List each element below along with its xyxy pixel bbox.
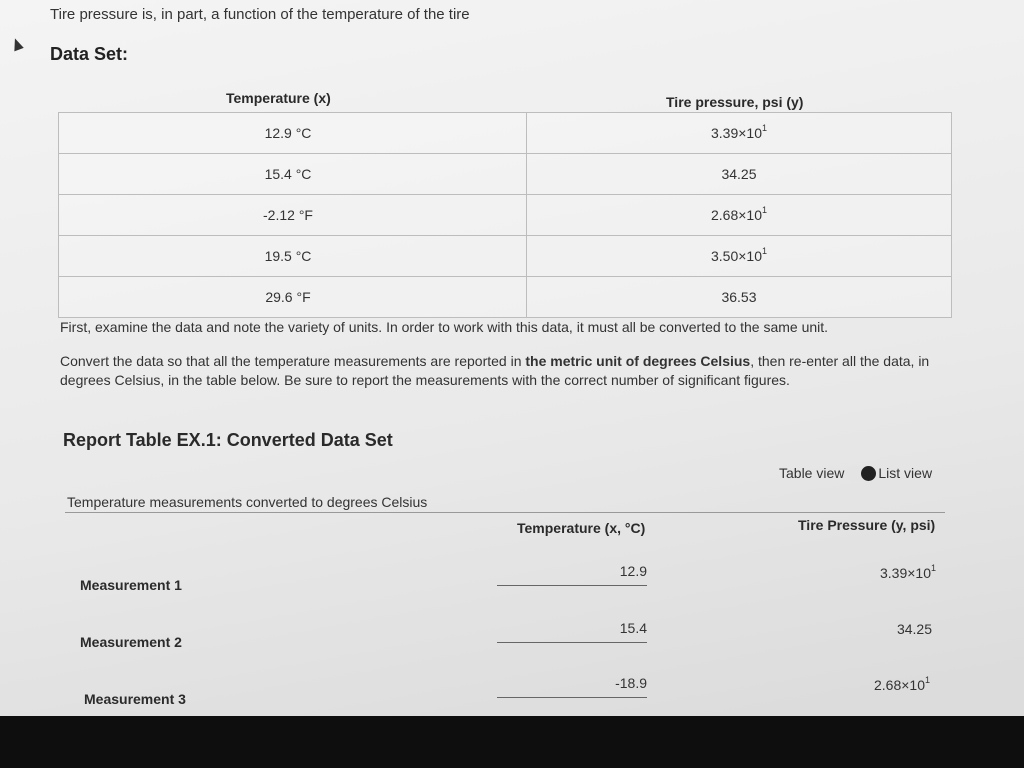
pressure-cell xyxy=(527,154,952,195)
mouse-cursor-icon xyxy=(10,37,24,52)
measurement-1-temperature-input[interactable]: 12.9 xyxy=(497,563,647,586)
toggle-knob-icon xyxy=(861,466,876,481)
data-set-heading: Data Set: xyxy=(50,44,129,64)
converted-section-label: Temperature measurements converted to degrees Celsius xyxy=(67,494,428,510)
measurement-1-label: Measurement 1 xyxy=(80,577,182,593)
pressure-value: 3.39×10 xyxy=(710,125,762,141)
pressure-value: 3.50×10 xyxy=(710,248,762,264)
section-divider xyxy=(65,512,945,513)
pressure-cell xyxy=(527,113,952,154)
pressure-exponent: 1 xyxy=(924,675,930,685)
report-table-heading: Report Table EX.1: Converted Data Set xyxy=(63,430,393,450)
pressure-cell xyxy=(527,277,952,318)
view-toggle-switch[interactable] xyxy=(846,466,876,481)
screen-bezel xyxy=(0,716,1024,768)
view-toggle[interactable] xyxy=(779,465,932,481)
measurement-3-temperature-input[interactable]: -18.9 xyxy=(497,675,647,698)
pressure-value: 34.25 xyxy=(896,621,932,637)
pressure-exponent: 1 xyxy=(761,246,767,256)
pressure-value: 3.39×10 xyxy=(879,565,931,581)
pressure-exponent: 1 xyxy=(930,563,936,573)
temperature-cell: 12.9 °C xyxy=(59,113,527,154)
table-row xyxy=(59,236,952,277)
measurement-2-temperature-input[interactable]: 15.4 xyxy=(497,620,647,643)
measurement-3-pressure xyxy=(830,677,930,693)
table-view-label[interactable]: Table view xyxy=(779,465,845,481)
pressure-column-header: Tire pressure, psi (y) xyxy=(666,94,804,110)
table-row xyxy=(59,195,952,236)
temperature-cell: 15.4 °C xyxy=(59,154,527,195)
table-row xyxy=(59,154,952,195)
measurement-2-pressure xyxy=(832,621,932,637)
pressure-value: 36.53 xyxy=(721,289,757,305)
measurement-1-pressure xyxy=(836,565,936,581)
pressure-cell xyxy=(527,236,952,277)
table-row xyxy=(59,277,952,318)
temperature-cell: 19.5 °C xyxy=(59,236,527,277)
table-row xyxy=(59,113,952,154)
pressure-cell xyxy=(527,195,952,236)
report-temperature-header: Temperature (x, °C) xyxy=(517,520,646,536)
pressure-exponent: 1 xyxy=(761,123,767,133)
pressure-value: 34.25 xyxy=(721,166,757,182)
intro-text: Tire pressure is, in part, a function of the temperature of the tire xyxy=(50,6,470,23)
instruction-text: , then re-enter all the data, in degrees Celsius, in the table below. Be sure to report the measurements with the correct number of significant figures. xyxy=(60,353,930,388)
temperature-column-header: Temperature (x) xyxy=(226,90,331,106)
temperature-cell: 29.6 °F xyxy=(59,277,527,318)
measurement-3-label: Measurement 3 xyxy=(84,691,186,707)
pressure-value: 2.68×10 xyxy=(710,207,762,223)
pressure-exponent: 1 xyxy=(761,205,767,215)
instruction-paragraph-1: First, examine the data and note the variety of units. In order to work with this data, it must all be converted to the same unit. xyxy=(60,319,829,335)
temperature-cell: -2.12 °F xyxy=(59,195,527,236)
instruction-text: Convert the data so that all the temperature measurements are reported in xyxy=(60,353,526,369)
data-set-table xyxy=(58,112,952,318)
instruction-emphasis: the metric unit of degrees Celsius xyxy=(525,353,751,369)
measurement-2-label: Measurement 2 xyxy=(80,634,182,650)
list-view-label[interactable]: List view xyxy=(878,465,933,481)
instruction-paragraph-2 xyxy=(60,352,940,390)
report-pressure-header: Tire Pressure (y, psi) xyxy=(798,517,936,533)
pressure-value: 2.68×10 xyxy=(873,677,925,693)
